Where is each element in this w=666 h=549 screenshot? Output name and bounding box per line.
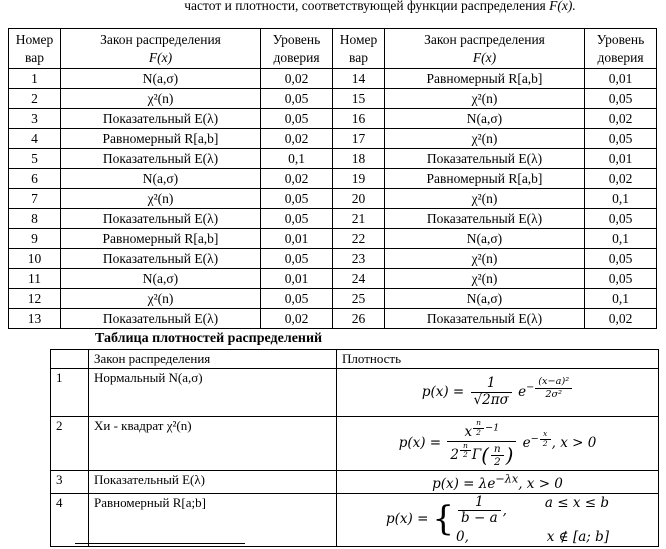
confidence-level-cell: 0,1 — [261, 149, 333, 169]
exp-denominator: 2 — [463, 450, 468, 460]
variant-number-cell: 20 — [333, 189, 385, 209]
variant-number-cell: 21 — [333, 209, 385, 229]
exp-fraction — [540, 430, 551, 448]
distribution-law-cell: N(a,σ) — [385, 109, 585, 129]
x-base: x — [464, 424, 473, 441]
left-paren: ( — [481, 443, 489, 467]
variant-number-cell: 13 — [9, 309, 61, 329]
case2-condition: x ∉ [a; b] — [546, 528, 610, 545]
footnote-separator — [75, 543, 245, 544]
condition: , x > 0 — [518, 475, 563, 492]
distribution-law-cell: χ²(n) — [385, 89, 585, 109]
variant-number-cell: 11 — [9, 269, 61, 289]
confidence-level-cell: 0,05 — [585, 129, 657, 149]
formula-lhs: p(x) = — [421, 384, 465, 400]
chi-square-density-formula — [398, 418, 597, 468]
distribution-law-cell: χ²(n) — [61, 89, 261, 109]
distribution-law-cell: Показательный E(λ) — [61, 309, 261, 329]
cases-block — [456, 495, 609, 545]
row-number-cell: 1 — [51, 369, 89, 417]
distribution-law-cell: χ²(n) — [61, 189, 261, 209]
variant-row — [9, 229, 657, 249]
fraction-denominator: b − a — [461, 510, 498, 527]
density-formula-cell — [337, 417, 659, 471]
empty-header-cell — [51, 350, 89, 369]
formula-lhs: p(x) = — [398, 435, 442, 451]
distribution-law-cell: Показательный E(λ) — [385, 149, 585, 169]
variant-number-cell: 9 — [9, 229, 61, 249]
exp-denominator: 2 — [476, 427, 481, 437]
confidence-level-cell: 0,02 — [261, 169, 333, 189]
distribution-law-cell: χ²(n) — [385, 189, 585, 209]
distribution-law-cell: Показательный E(λ) — [61, 109, 261, 129]
density-formula-cell — [337, 493, 659, 546]
confidence-level-cell: 0,1 — [585, 289, 657, 309]
normal-density-formula — [421, 375, 573, 408]
variant-number-cell: 10 — [9, 249, 61, 269]
confidence-level-cell: 0,05 — [261, 249, 333, 269]
exp-fraction — [535, 376, 572, 399]
cases-brace: { — [432, 499, 455, 540]
gamma-arg-fraction — [491, 443, 504, 468]
law-name-cell: Показательный Е(λ) — [89, 471, 337, 494]
fraction-numerator: 1 — [458, 495, 501, 512]
variant-number-cell: 18 — [333, 149, 385, 169]
row-number-cell: 4 — [51, 493, 89, 546]
variant-number-cell: 12 — [9, 289, 61, 309]
exp-numerator: (x−a)² — [535, 376, 572, 388]
col-header-density: Плотность — [337, 350, 659, 369]
header-label: Номер вар — [15, 31, 54, 65]
confidence-level-cell: 0,05 — [585, 89, 657, 109]
fraction — [458, 495, 501, 527]
row-number-cell: 3 — [51, 471, 89, 494]
distribution-law-cell: N(a,σ) — [61, 269, 261, 289]
distribution-law-cell: Показательный E(λ) — [61, 209, 261, 229]
exponential-density-formula — [432, 472, 563, 492]
confidence-level-cell: 0,02 — [585, 109, 657, 129]
confidence-level-cell: 0,05 — [585, 209, 657, 229]
variant-number-cell: 26 — [333, 309, 385, 329]
distribution-law-cell: Равномерный R[a,b] — [385, 69, 585, 89]
fraction-denominator — [447, 442, 516, 468]
header-label: Закон распределения — [100, 31, 221, 47]
variant-number-cell: 6 — [9, 169, 61, 189]
variant-number-cell: 5 — [9, 149, 61, 169]
densities-table-title: Таблица плотностей распределений — [95, 331, 323, 346]
distribution-law-cell: χ²(n) — [385, 269, 585, 289]
exp-numerator: n — [460, 442, 471, 452]
exp-sign: − — [530, 433, 539, 445]
formula-lhs: p(x) = — [385, 511, 429, 528]
confidence-level-cell: 0,1 — [585, 229, 657, 249]
col-header-level — [585, 29, 657, 69]
variant-number-cell: 15 — [333, 89, 385, 109]
variant-number-cell: 23 — [333, 249, 385, 269]
two-base: 2 — [450, 446, 459, 463]
comma: , — [502, 502, 507, 519]
exp-fraction — [473, 419, 484, 437]
row-number-cell: 2 — [51, 417, 89, 471]
fraction — [447, 419, 516, 468]
variant-number-cell: 16 — [333, 109, 385, 129]
intro-text: частот и плотности, соответствующей функции распределения — [184, 0, 546, 13]
fraction — [471, 376, 512, 408]
variant-row — [9, 309, 657, 329]
densities-header-row — [51, 350, 659, 369]
header-fx-label: F(x) — [148, 49, 173, 65]
density-row-chi-square — [51, 417, 659, 471]
intro-fx: F(x). — [549, 0, 576, 13]
variant-row — [9, 269, 657, 289]
two-exponent — [459, 442, 472, 460]
variant-number-cell: 17 — [333, 129, 385, 149]
confidence-level-cell: 0,05 — [585, 249, 657, 269]
exp-sign: − — [526, 382, 535, 394]
distribution-law-cell: Равномерный R[a,b] — [61, 229, 261, 249]
exponent: −λx — [495, 472, 519, 485]
variant-number-cell: 3 — [9, 109, 61, 129]
confidence-level-cell: 0,02 — [261, 309, 333, 329]
variant-number-cell: 1 — [9, 69, 61, 89]
densities-table — [50, 349, 659, 547]
confidence-level-cell: 0,01 — [585, 69, 657, 89]
exponent — [526, 376, 573, 399]
exp-denominator: 2 — [542, 438, 548, 448]
header-label: Номер вар — [339, 31, 378, 65]
confidence-level-cell: 0,05 — [261, 109, 333, 129]
confidence-level-cell: 0,05 — [261, 209, 333, 229]
distribution-law-cell: N(a,σ) — [61, 69, 261, 89]
confidence-level-cell: 0,02 — [585, 169, 657, 189]
confidence-level-cell: 0,05 — [261, 289, 333, 309]
variant-number-cell: 19 — [333, 169, 385, 189]
intro-paragraph — [100, 0, 660, 14]
exp-base: e — [522, 435, 531, 451]
distribution-law-cell: N(a,σ) — [385, 289, 585, 309]
exp-tail: −1 — [484, 422, 500, 434]
uniform-density-formula — [385, 493, 610, 545]
variant-row — [9, 149, 657, 169]
exp-fraction — [460, 442, 471, 460]
variant-row — [9, 109, 657, 129]
distribution-law-cell: N(a,σ) — [385, 229, 585, 249]
law-name-cell: Хи - квадрат χ²(n) — [89, 417, 337, 471]
law-name-cell: Нормальный N(a,σ) — [89, 369, 337, 417]
x-exponent — [472, 419, 499, 437]
density-row-uniform — [51, 493, 659, 546]
distribution-law-cell: Равномерный R[a,b] — [385, 169, 585, 189]
condition: , x > 0 — [551, 435, 597, 451]
confidence-level-cell: 0,1 — [585, 189, 657, 209]
case1-condition: a ≤ x ≤ b — [544, 494, 610, 511]
variant-row — [9, 169, 657, 189]
distribution-law-cell: Показательный E(λ) — [385, 309, 585, 329]
case2-value: 0, — [456, 528, 469, 545]
fraction-denominator: √2πσ — [473, 392, 509, 408]
variant-number-cell: 25 — [333, 289, 385, 309]
col-header-level — [261, 29, 333, 69]
col-header-law — [61, 29, 261, 69]
exp-denominator: 2σ² — [545, 388, 563, 400]
fraction-numerator: n — [491, 443, 504, 456]
variant-row — [9, 69, 657, 89]
col-header-law — [385, 29, 585, 69]
variant-number-cell: 8 — [9, 209, 61, 229]
confidence-level-cell: 0,05 — [261, 189, 333, 209]
variants-table — [8, 28, 657, 329]
density-formula-cell — [337, 471, 659, 494]
fraction-numerator — [447, 419, 516, 442]
fraction-numerator: 1 — [471, 376, 512, 393]
header-fx-label: F(x) — [472, 49, 497, 65]
confidence-level-cell: 0,05 — [261, 89, 333, 109]
header-label: Закон распределения — [424, 31, 545, 47]
variant-row — [9, 189, 657, 209]
case1-value — [456, 495, 507, 527]
density-row-normal — [51, 369, 659, 417]
right-paren: ) — [505, 443, 514, 467]
exp-base: e — [518, 384, 527, 400]
density-formula-cell — [337, 369, 659, 417]
variant-number-cell: 2 — [9, 89, 61, 109]
distribution-law-cell: Равномерный R[a,b] — [61, 129, 261, 149]
law-name-cell: Равномерный R[a;b] — [89, 493, 337, 546]
confidence-level-cell: 0,05 — [585, 269, 657, 289]
formula-lhs: p(x) = λe — [432, 475, 496, 492]
exponent — [531, 430, 552, 448]
variant-number-cell: 4 — [9, 129, 61, 149]
distribution-law-cell: Показательный E(λ) — [61, 149, 261, 169]
distribution-law-cell: χ²(n) — [385, 129, 585, 149]
col-header-variant-number — [333, 29, 385, 69]
confidence-level-cell: 0,02 — [261, 69, 333, 89]
confidence-level-cell: 0,02 — [585, 309, 657, 329]
distribution-law-cell: χ²(n) — [61, 289, 261, 309]
variants-body — [9, 69, 657, 329]
variant-row — [9, 289, 657, 309]
confidence-level-cell: 0,01 — [261, 269, 333, 289]
variant-row — [9, 209, 657, 229]
col-header-variant-number — [9, 29, 61, 69]
variant-number-cell: 22 — [333, 229, 385, 249]
header-label: Уровень доверия — [272, 31, 321, 65]
gamma-symbol: Γ — [471, 446, 482, 463]
distribution-law-cell: Показательный E(λ) — [61, 249, 261, 269]
header-label: Уровень доверия — [596, 31, 645, 65]
variant-row — [9, 129, 657, 149]
variant-number-cell: 24 — [333, 269, 385, 289]
distribution-law-cell: χ²(n) — [385, 249, 585, 269]
col-header-law: Закон распределения — [89, 350, 337, 369]
variant-number-cell: 7 — [9, 189, 61, 209]
confidence-level-cell: 0,01 — [261, 229, 333, 249]
distribution-law-cell: N(a,σ) — [61, 169, 261, 189]
confidence-level-cell: 0,02 — [261, 129, 333, 149]
fraction-denominator: 2 — [493, 455, 501, 468]
variant-row — [9, 249, 657, 269]
variant-row — [9, 89, 657, 109]
exp-numerator: x — [540, 430, 551, 440]
confidence-level-cell: 0,01 — [585, 149, 657, 169]
distribution-law-cell: Показательный E(λ) — [385, 209, 585, 229]
variants-header-row — [9, 29, 657, 69]
density-row-exponential — [51, 471, 659, 494]
exp-numerator: n — [473, 419, 484, 429]
variant-number-cell: 14 — [333, 69, 385, 89]
